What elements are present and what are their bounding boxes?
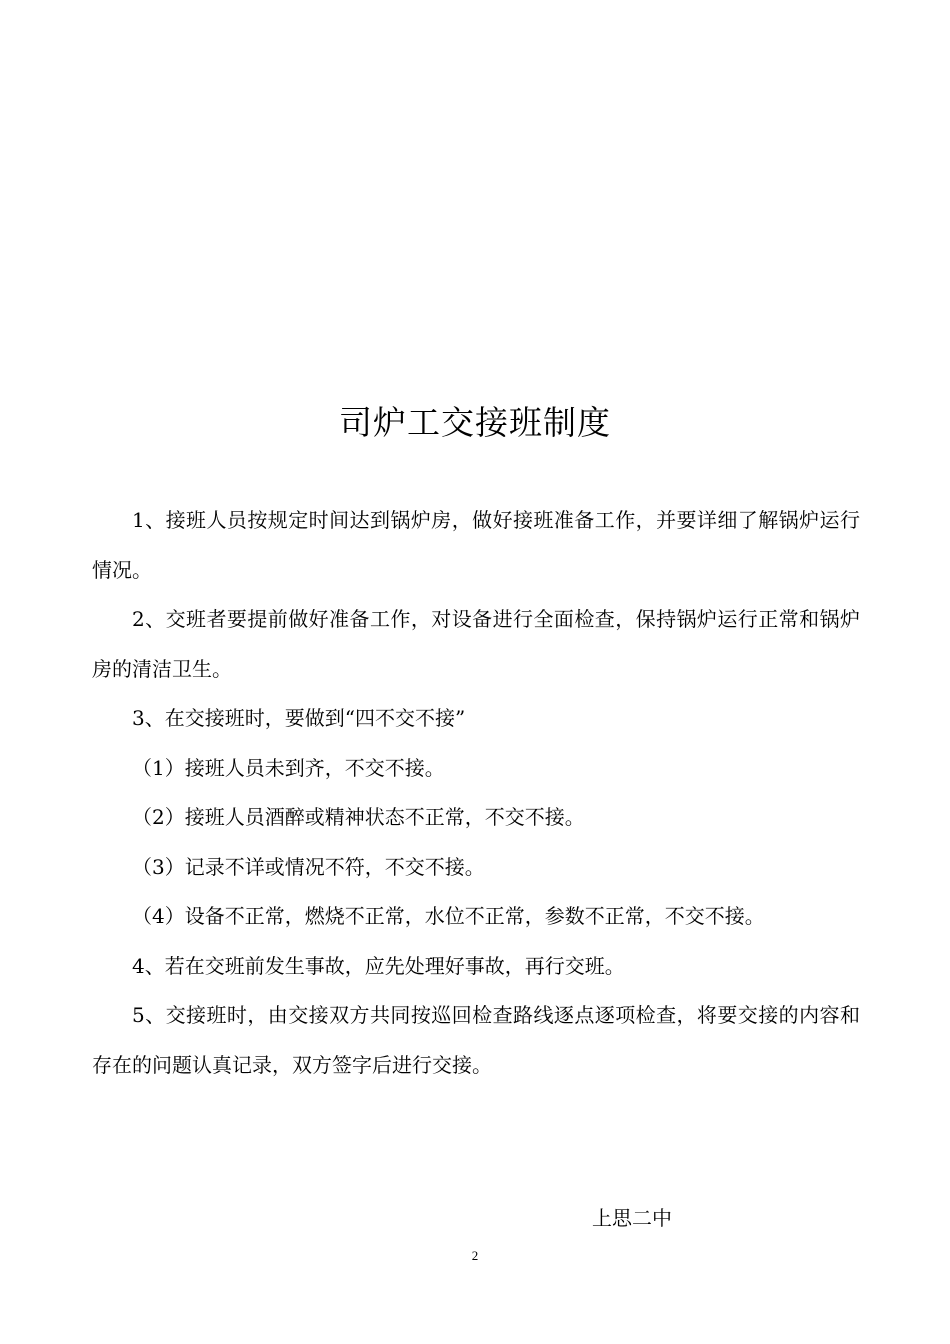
sub-item-2: （2）接班人员酒醉或精神状态不正常，不交不接。 <box>132 805 585 829</box>
signature-school: 上思二中 <box>592 1206 672 1230</box>
document-title: 司炉工交接班制度 <box>339 403 611 442</box>
paragraph-4: 4、若在交班前发生事故，应先处理好事故，再行交班。 <box>132 953 625 978</box>
paragraph-5: 5、交接班时，由交接双方共同按巡回检查路线逐点逐项检查，将要交接的内容和存在的问题认真记录，双方签字后进行交接。 <box>92 1003 860 1077</box>
paragraph-2: 2、交班者要提前做好准备工作，对设备进行全面检查，保持锅炉运行正常和锅炉房的清洁卫生。 <box>92 607 860 681</box>
page-number: 2 <box>471 1248 479 1263</box>
sub-item-3: （3）记录不详或情况不符，不交不接。 <box>132 854 485 879</box>
paragraph-3: 3、在交接班时，要做到“四不交不接” <box>132 706 466 730</box>
document-body <box>92 496 860 1090</box>
paragraph-1: 1、接班人员按规定时间达到锅炉房，做好接班准备工作，并要详细了解锅炉运行情况。 <box>92 508 860 582</box>
sub-item-4: （4）设备不正常，燃烧不正常，水位不正常，参数不正常，不交不接。 <box>132 904 765 928</box>
sub-item-1: （1）接班人员未到齐，不交不接。 <box>132 755 445 780</box>
